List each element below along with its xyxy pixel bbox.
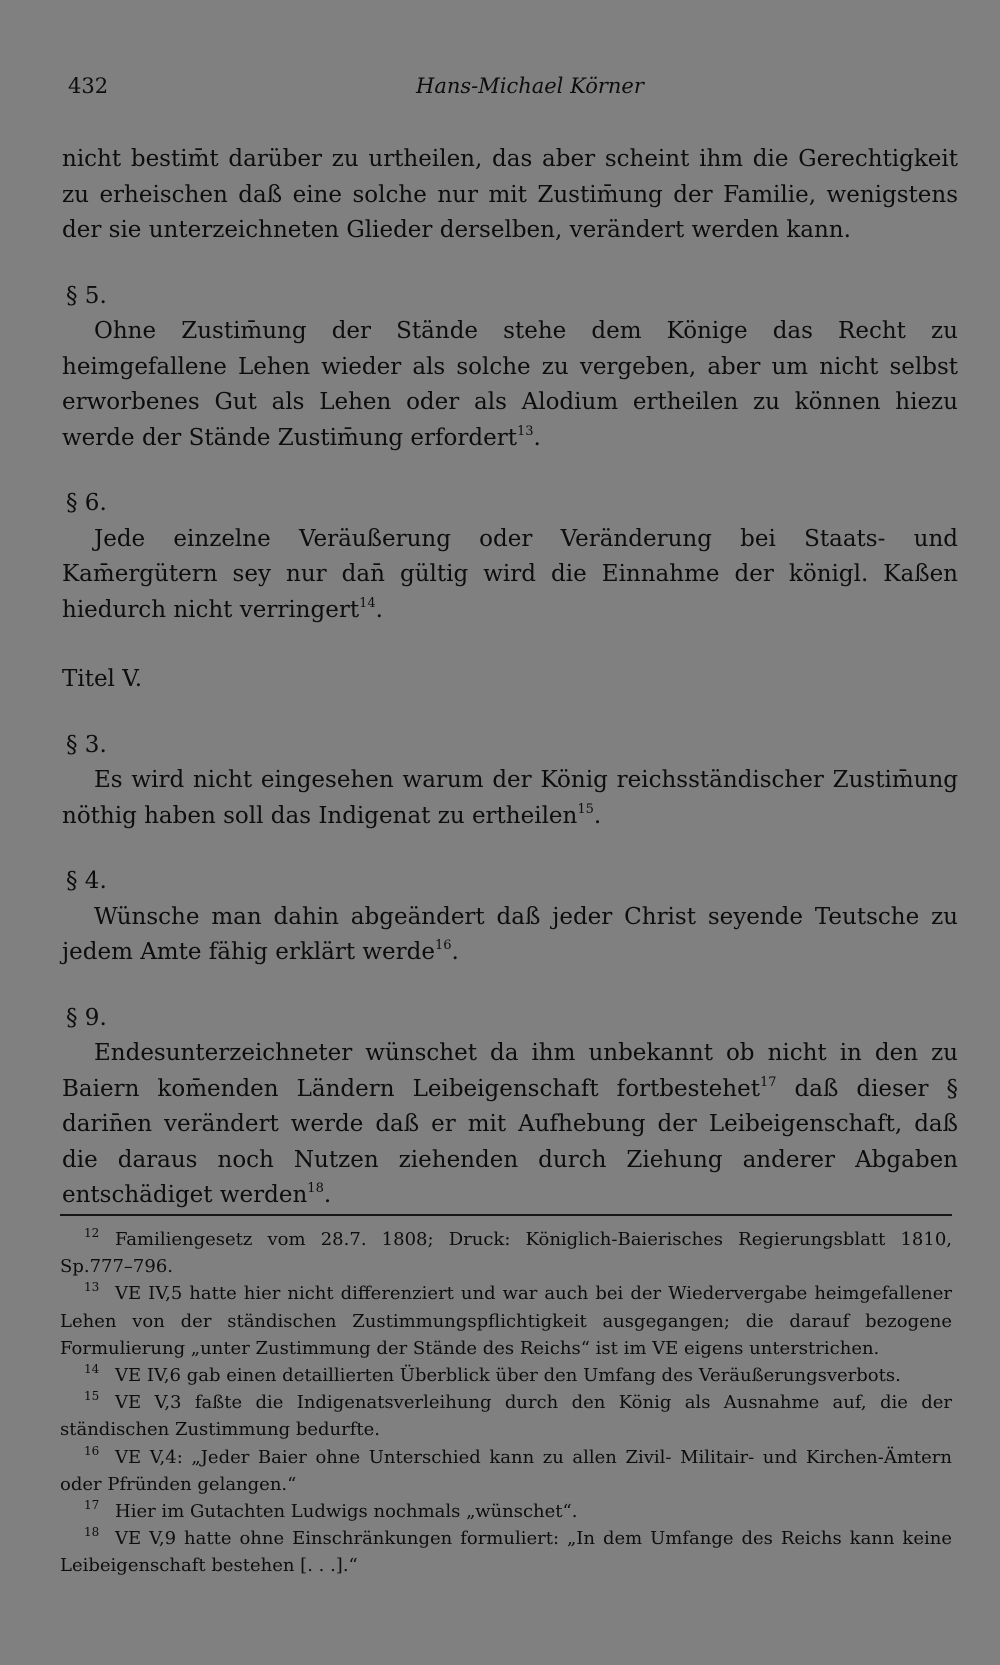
footnote-text: Hier im Gutachten Ludwigs nochmals „wünschet“. — [115, 1501, 578, 1523]
section-5 — [62, 279, 958, 457]
footnotes — [60, 1226, 952, 1580]
main-text — [62, 142, 958, 1214]
footnote-14: 14 VE IV,6 gab einen detaillierten Überblick über den Umfang des Veräußerungsverbots. — [84, 1362, 901, 1387]
section-mark: § 5. — [66, 282, 107, 309]
section-mark: § 6. — [66, 490, 107, 516]
section-paragraph: Ohne Zustim̄ung der Stände stehe dem Könige das Recht zu heimgefallene Lehen wieder als solche zu vergeben, aber um nicht selbst erworbenes Gut als Lehen oder als Alodium ertheilen zu können hiezu werde der Stände Zustim̄ung erfordert$^{13}$. — [62, 318, 958, 451]
footnote-text: Familiengesetz vom 28.7. 1808; Druck: Königlich-Baierisches Regierungsblatt 1810, Sp.777–796. — [60, 1229, 952, 1278]
footnote-text: VE V,4: „Jeder Baier ohne Unterschied kann zu allen Zivil- Militair- und Kirchen-Ämtern oder Pfründen gelangen.“ — [60, 1446, 952, 1495]
section-paragraph: Wünsche man dahin abgeändert daß jeder Christ seyende Teutsche zu jedem Amte fähig erklärt werde$^{16}$. — [62, 903, 958, 965]
running-head: Hans-Michael Körner — [416, 74, 644, 98]
section-paragraph: Jede einzelne Veräußerung oder Veränderung bei Staats- und Kam̄ergütern sey nur dan̄ gültig wird die Einnahme der königl. Kaßen hiedurch nicht verringert$^{14}$. — [62, 525, 958, 623]
footnote-ref: 16 — [435, 938, 452, 953]
footnote-ref: 15 — [577, 801, 594, 817]
section-mark: § 3. — [66, 731, 107, 758]
footnote-16: 16 VE V,4: „Jeder Baier ohne Unterschied kann zu allen Zivil- Militair- und Kirchen-Ämtern oder Pfründen gelangen.“ — [60, 1443, 952, 1495]
section-9 — [62, 1001, 958, 1214]
section-6 — [62, 486, 958, 628]
footnote-ref: 17 — [759, 1074, 777, 1090]
section-paragraph: Endesunterzeichneter wünschet da ihm unbekannt ob nicht in den zu Baiern kom̄enden Ländern Leibeigenschaft fortbestehet$^{17}$ daß dieser § darin̄en verändert werde daß er mit Aufhebung der Leibeigenschaft, daß die daraus noch Nutzen ziehenden durch Ziehung anderer Abgaben entschädiget werden$^{18}$. — [62, 1040, 958, 1208]
footnote-divider — [60, 1214, 952, 1216]
footnote-text: VE V,9 hatte ohne Einschränkungen formuliert: „In dem Umfange des Reichs kann keine Leibeigenschaft bestehen [. . .].“ — [60, 1528, 952, 1577]
section-3 — [62, 728, 958, 835]
footnote-text: VE V,3 faßte die Indigenatsverleihung durch den König als Ausnahme auf, die der ständischen Zustimmung bedurfte. — [60, 1392, 952, 1441]
footnote-17: 17 Hier im Gutachten Ludwigs nochmals „wünschet“. — [84, 1498, 578, 1523]
footnote-12: 12 Familiengesetz vom 28.7. 1808; Druck: Königlich-Baierisches Regierungsblatt 1810, Sp.777–796. — [60, 1226, 952, 1278]
title-heading: Titel V. — [62, 666, 143, 692]
footnote-text: VE IV,5 hatte hier nicht differenziert und war auch bei der Wiedervergabe heimgefallener Lehen von der ständischen Zustimmungspflichtigkeit ausgegangen; die darauf bezogene Formulierung „unter Zustimmung der Stände des Reichs“ ist im VE eigens unterstrichen. — [60, 1283, 952, 1359]
footnote-ref: 14 — [359, 595, 376, 611]
footnote-ref: 13 — [516, 423, 534, 439]
footnote-15: 15 VE V,3 faßte die Indigenatsverleihung durch den König als Ausnahme auf, die der ständischen Zustimmung bedurfte. — [60, 1389, 952, 1441]
footnote-18: 18 VE V,9 hatte ohne Einschränkungen formuliert: „In dem Umfange des Reichs kann keine Leibeigenschaft bestehen [. . .].“ — [60, 1525, 952, 1577]
footnote-13: 13 VE IV,5 hatte hier nicht differenziert und war auch bei der Wiedervergabe heimgefallener Lehen von der ständischen Zustimmungspflichtigkeit ausgegangen; die darauf bezogene Formulierung „unter Zustimmung der Stände des Reichs“ ist im VE eigens unterstrichen. — [60, 1280, 952, 1359]
section-paragraph: Es wird nicht eingesehen warum der König reichsständischer Zustim̄ung nöthig haben soll das Indigenat zu ertheilen$^{15}$. — [62, 767, 958, 829]
page-number: 432 — [68, 74, 109, 98]
section-mark: § 9. — [66, 1004, 107, 1031]
footnote-ref: 18 — [307, 1181, 324, 1196]
intro-paragraph: nicht bestim̄t darüber zu urtheilen, das aber scheint ihm die Gerechtigkeit zu erheischen daß eine solche nur mit Zustim̄ung der Familie, wenigstens der sie unterzeichneten Glieder derselben, verändert werden kann. — [62, 146, 958, 243]
page-header — [68, 74, 954, 104]
section-4 — [62, 864, 958, 971]
section-mark: § 4. — [66, 868, 107, 894]
footnote-text: VE IV,6 gab einen detaillierten Überblick über den Umfang des Veräußerungsverbots. — [115, 1365, 901, 1387]
